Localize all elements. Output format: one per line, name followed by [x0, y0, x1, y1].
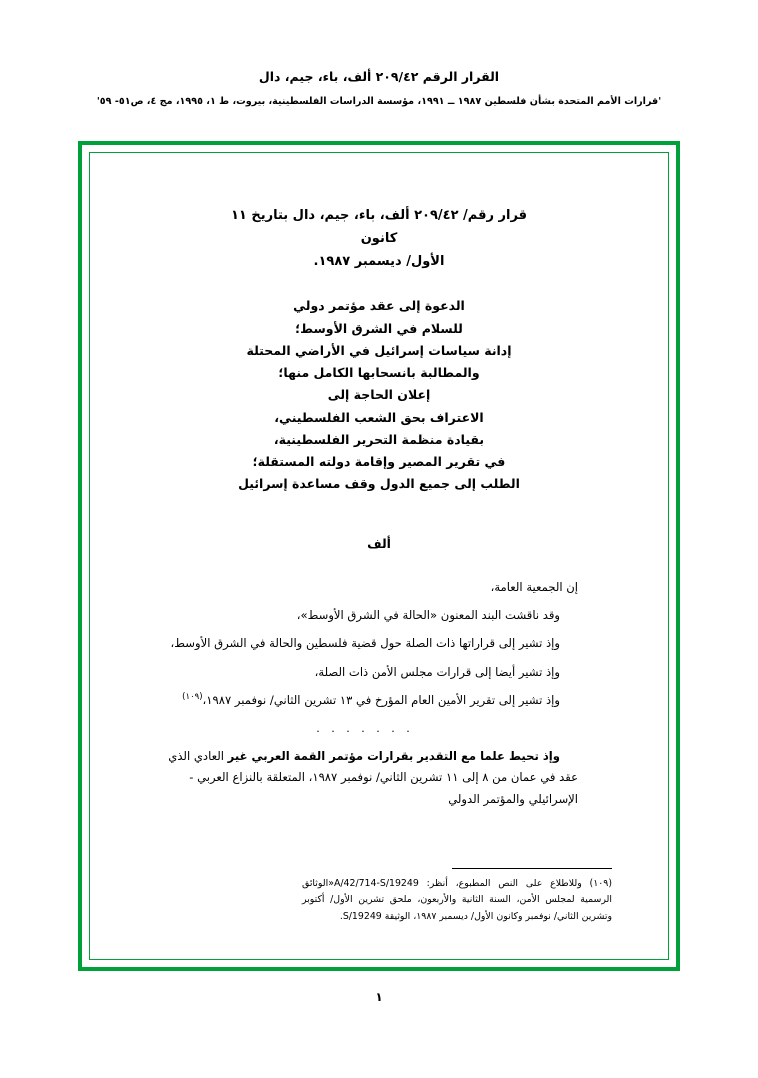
footnote-document-code-2: S/19249	[342, 910, 382, 922]
body-paragraph: إن الجمعية العامة،	[490, 579, 578, 594]
green-border-frame	[78, 141, 680, 971]
footnote-document-code: A/42/714-S/19249	[333, 877, 419, 889]
footnote-separator-rule	[452, 868, 612, 869]
document-header	[0, 68, 758, 108]
document-title: القرار الرقم ٢٠٩/٤٢ ألف، باء، جيم، دال	[258, 69, 500, 84]
resolution-body	[146, 577, 612, 811]
body-paragraph-bold-lead	[152, 746, 578, 810]
footnote-block	[302, 868, 612, 925]
footnote-reference-marker: (١٠٩)	[182, 692, 203, 703]
body-paragraph: وإذ تشير أيضا إلى قرارات مجلس الأمن ذات الصلة،	[314, 664, 560, 679]
resolution-title-line: في تقرير المصير وإقامة دولته المستقلة؛	[252, 454, 506, 469]
resolution-title-line: الدعوة إلى عقد مؤتمر دولي	[293, 298, 465, 314]
document-content	[90, 153, 668, 959]
footnote-text-part-3: .	[339, 910, 343, 922]
section-letter: ألف	[367, 535, 391, 551]
bold-paragraph-continuation: العادي الذي عقد في عمان من ٨ إلى ١١ تشرين الثاني/ نوفمبر ١٩٨٧، المتعلقة بالنزاع العربي - الإسرائيلي والمؤتمر الدولي	[168, 749, 578, 806]
body-paragraph: وإذ تشير إلى قراراتها ذات الصلة حول قضية فلسطين والحالة في الشرق الأوسط،	[170, 636, 560, 651]
footnote-text-part-2: «الوثائق الرسمية لمجلس الأمن، السنة الثانية والأربعون، ملحق تشرين الأول/ أكتوبر وتشرين الثاني/ نوفمبر وكانون الأول/ ديسمبر ١٩٨٧، الوثيقة	[302, 877, 612, 922]
resolution-title-line: إعلان الحاجة إلى	[327, 387, 431, 403]
document-source-citation: 'قرارات الأمم المتحدة بشأن فلسطين ١٩٨٧ ــ ١٩٩١، مؤسسة الدراسات الفلسطينية، بيروت، ط ١، ١٩٩٥، مج ٤، ص٥١- ٥٩'	[96, 95, 662, 107]
resolution-title-line: إدانة سياسات إسرائيل في الأراضي المحتلة	[246, 342, 512, 358]
resolution-title-line: بقيادة منظمة التحرير الفلسطينية،	[273, 431, 485, 447]
ellipsis-separator: . . . . . . .	[316, 721, 414, 735]
green-inner-border	[89, 152, 669, 960]
footnote-text-part-1: وللاطلاع على النص المطبوع، أنظر:	[418, 877, 590, 889]
resolution-heading-line-2: الأول/ ديسمبر ١٩٨٧.	[313, 253, 445, 269]
resolution-title-line: الطلب إلى جميع الدول وقف مساعدة إسرائيل	[238, 476, 520, 492]
resolution-heading-line-1: قرار رقم/ ٢٠٩/٤٢ ألف، باء، جيم، دال بتاريخ ١١ كانون	[230, 208, 528, 246]
resolution-title-line: للسلام في الشرق الأوسط؛	[295, 320, 463, 336]
page-number: ١	[375, 990, 383, 1004]
resolution-heading	[214, 205, 544, 273]
resolution-title-line: والمطالبة بانسحابها الكامل منها؛	[278, 365, 480, 380]
body-paragraph-with-footnote	[152, 690, 578, 711]
resolution-title-block	[146, 295, 612, 495]
bold-lead-text: وإذ تحيط علما مع التقدير بقرارات مؤتمر القمة العربي غير	[227, 749, 560, 764]
footnote-text	[302, 876, 612, 925]
body-paragraph-text: وإذ تشير إلى تقرير الأمين العام المؤرخ في ١٣ تشرين الثاني/ نوفمبر ١٩٨٧،	[202, 693, 560, 708]
body-paragraph: وقد ناقشت البند المعنون «الحالة في الشرق الأوسط»،	[296, 607, 560, 622]
footnote-marker: (١٠٩)	[589, 877, 612, 889]
resolution-title-line: الاعتراف بحق الشعب الفلسطيني،	[274, 409, 484, 425]
